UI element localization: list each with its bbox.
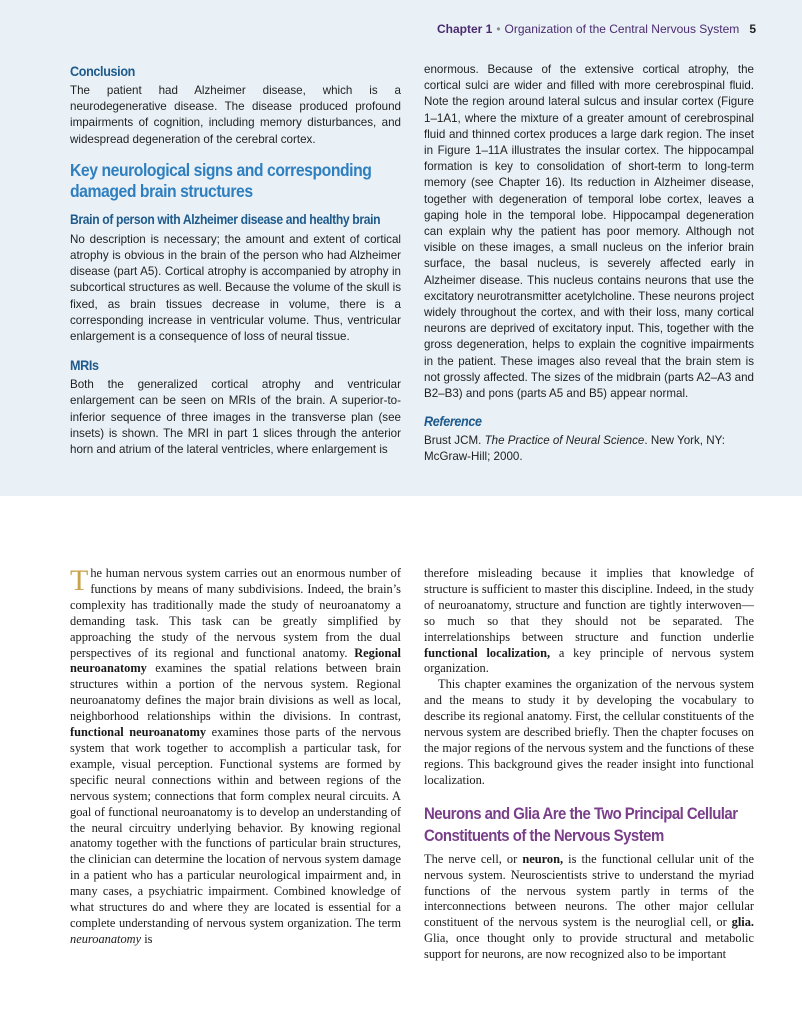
body-right-column [424,566,754,963]
intro-text-4: is [141,931,153,946]
page-number: 5 [749,22,756,36]
running-head-chapter: Chapter 1 [436,22,493,36]
running-head-title: Organization of the Central Nervous System [504,22,740,36]
intro-text-3: examines those parts of the nervous system that work together to accomplish a particular task, for example, visual perception. Functional systems are formed by specific neural connections within and between regions of the nervous system; connections that form complex neural circuits. A goal of functional neuroanatomy is to develop an understanding of the neural circuitry underlying behavior. By knowing regional anatomy together with the functions of particular brain structures, the clinician can determine the location of nervous system damage in a patient who has a particular neurological impairment and, in many cases, a psychiatric impairment. Combined knowledge of what structures do and where they are located is essential for a complete understanding of nervous system organization. The term [70,725,401,930]
reference-publisher: . New York, NY: McGraw-Hill; 2000. [424,434,725,464]
case-right-column [424,62,754,466]
case-left-column [70,62,401,458]
intro-text-2: examines the spatial relations between brain structures within a portion of the nervous system. Regional neuroanatomy defines the major brain divisions as well as local, neighborhood relationships within the divisions. In contrast, [70,661,401,724]
brain-heading: Brain of person with Alzheimer disease and healthy brain [70,211,381,227]
mri-heading: MRIs [70,357,99,374]
intro-paragraph [70,566,401,948]
chapter-overview-paragraph: This chapter examines the organization of the nervous system and the means to study it by developing the vocabulary to describe its regional anatomy. First, the cellular constituents of the nervous system are described briefly. Then the chapter focuses on the major regions of the nervous system and the functions of these regions. This background gives the reader insight into functional localization. [424,677,754,787]
section-heading-line-1: Neurons and Glia Are the Two Principal Cellular [424,803,738,823]
conclusion-text: The patient had Alzheimer disease, which is a neurodegenerative disease. The disease produced profound impairments of cognition, including memory disturbances, and widespread degeneration of the cerebral cortex. [70,84,401,146]
term-neuroanatomy: neuroanatomy [70,931,142,946]
body-left-column [70,566,401,948]
term-neuron: neuron, [522,851,564,866]
reference-heading: Reference [424,413,482,430]
running-head-separator: • [496,22,501,36]
neuron-text-3: Glia, once thought only to provide structural and metabolic support for neurons, are now recognized also to be important [424,931,754,962]
intro-text-1: he human nervous system carries out an enormous number of functions by means of many subdivisions. Indeed, the brain’s complexity has traditionally made the study of neuroanatomy a demanding task. This task can be greatly simplified by approaching the study of the nervous system from the dual perspectives of its regional and functional anatomy. [70,566,401,660]
drop-cap: T [70,564,89,597]
reference-author: Brust JCM. [424,434,485,448]
mri-text: Both the generalized cortical atrophy and ventricular enlargement can be seen on MRIs of the brain. A superior-to-inferior sequence of three images in the transverse plan (see insets) is shown. The MRI in part 1 slices through the anterior horn and atrium of the lateral ventricles, where enlargement is [70,378,401,457]
reference-book-title: The Practice of Neural Science [484,434,645,448]
section-heading-line-2: Constituents of the Nervous System [424,825,664,845]
running-head [437,22,756,36]
term-functional-localization: functional localization, [424,645,551,660]
case-continued-text: enormous. Because of the extensive cortical atrophy, the cortical sulci are wider and filled with more cerebrospinal fluid. Note the region around lateral sulcus and insular cortex (Figure 1–1A1, where the mixture of a greater amount of cerebrospinal fluid and thinned cortex produces a large dark region. The inset in Figure 1–11A illustrates the insular cortex. The hippocampal formation is key to consolidation of short-term to long-term memory (see Chapter 16). Its reduction in Alzheimer disease, together with degeneration of temporal lobe cortex, leaves a gaping hole in the temporal lobe. Hippocampal degeneration can explain why the patient has poor memory. Although not visible on these images, a small nucleus on the inferior brain surface, the basal nucleus, is severely affected early in Alzheimer disease. This nucleus contains neurons that use the excitatory neurotransmitter acetylcholine. These neurons project widely throughout the cortex, and with their loss, many cortical neurons are deprived of excitatory input. This, together with the gross degeneration, helps to explain the cognitive impairments in the patient. These images also reveal that the brain stem is not grossly affected. The sizes of the midbrain (parts A2–A3 and B2–B3) and pons (parts A5 and B5) appear normal. [424,63,754,401]
continued-text-1: therefore misleading because it implies that knowledge of structure is sufficient to master this discipline. Indeed, in the study of neuroanatomy, structure and function are tightly interwoven—so much so that they should not be separated. The interrelationships between structure and function underlie [424,566,754,644]
conclusion-heading: Conclusion [70,63,136,79]
continued-paragraph [424,566,754,677]
section-heading [424,803,754,847]
neuron-text-2: is the functional cellular unit of the nervous system. Neuroscientists strive to understand the myriad functions of the nervous system partly in terms of the interconnections between neurons. The other major cellular constituent of the nervous system is the neuroglial cell, or [424,851,755,930]
neuron-text-1: The nerve cell, or [424,851,523,866]
brain-text: No description is necessary; the amount and extent of cortical atrophy is obvious in the brain of the person who had Alzheimer disease (part A5). Cortical atrophy is accompanied by atrophy in subcortical structures as well. Because the volume of the skull is fixed, as brain tissues decrease in volume, there is a corresponding increase in ventricular volume. Thus, ventricular enlargement is a consequence of loss of neural tissue. [70,232,401,344]
term-functional-neuroanatomy: functional neuroanatomy [70,725,207,740]
neuron-paragraph [424,852,754,963]
continued-text-2: a key principle of nervous system organization. [424,645,755,676]
term-regional-neuroanatomy: Regional neuroanatomy [70,645,401,676]
term-glia: glia. [731,915,754,930]
reference-text [424,433,754,465]
signs-heading: Key neurological signs and corresponding damaged brain structures [70,159,372,201]
